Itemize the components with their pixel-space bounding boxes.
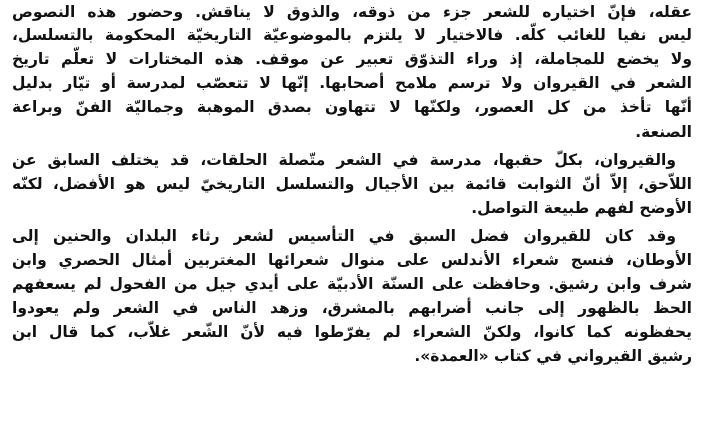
text-line: يحفظونه كما كانوا، ولكنّ الشعراء لم يفرّطوا فيه لأنّ الشّعر غلاّب، كما قال ابن: [12, 323, 692, 341]
text-line: الصنعة.: [635, 123, 692, 141]
text-line: ولا يخضع للمجاملة، إذ وراء التذوّق تعبير عن موقف. هذه المختارات لا تعلّم تاريخ: [12, 50, 692, 68]
text-line: شرف وابن رشيق. وحافظت على السنّة الأدبيّة على أيدي جيل من الفحول لم يسعفهم: [12, 275, 692, 293]
text-line: الشعر في القيروان ولا ترسم ملامح أصحابها. إنّها لا تتعصّب لمدرسة أو تيّار بدليل: [12, 74, 692, 92]
text-line: ليس نفيا للغائب كلّه. فالاختيار لا يلتزم بالموضوعيّة التاريخيّة المحكومة بالتسلسل،: [12, 26, 692, 44]
text-line: رشيق القيرواني في كتاب «العمدة».: [414, 347, 692, 365]
text-line: اللاّحق، إلاّ أنّ الثوابت قائمة بين الأجيال والتسلسل التاريخيّ ليس هو الأفضل، لكنّه: [12, 175, 692, 193]
text-line: الأوطان، فنسج شعراء الأندلس على منوال شعرائها المغتربين أمثال الحصري وابن: [12, 251, 692, 269]
text-line: وقد كان للقيروان فضل السبق في التأسيس لشعر رثاء البلدان والحنين إلى: [12, 227, 676, 245]
text-line: والقيروان، بكلّ حقبها، مدرسة في الشعر متّصلة الحلقات، قد يختلف السابق عن: [12, 151, 676, 169]
text-line: أنّها تأخذ من كل العصور، ولكنّها لا تتهاون بصدق الموهبة وجماليّة الفنّ وبراعة: [12, 98, 692, 116]
text-line: الأوضح لفهم طبيعة التواصل.: [471, 199, 692, 217]
text-line: الحظ بالظهور إلى جانب أضرابهم بالمشرق، وزهد الناس في الشعر ولم يعودوا: [12, 299, 692, 317]
text-line: عقله، فإنّ اختياره للشعر جزء من ذوقه، والذوق لا يناقش. وحضور هذه النصوص: [12, 3, 692, 21]
